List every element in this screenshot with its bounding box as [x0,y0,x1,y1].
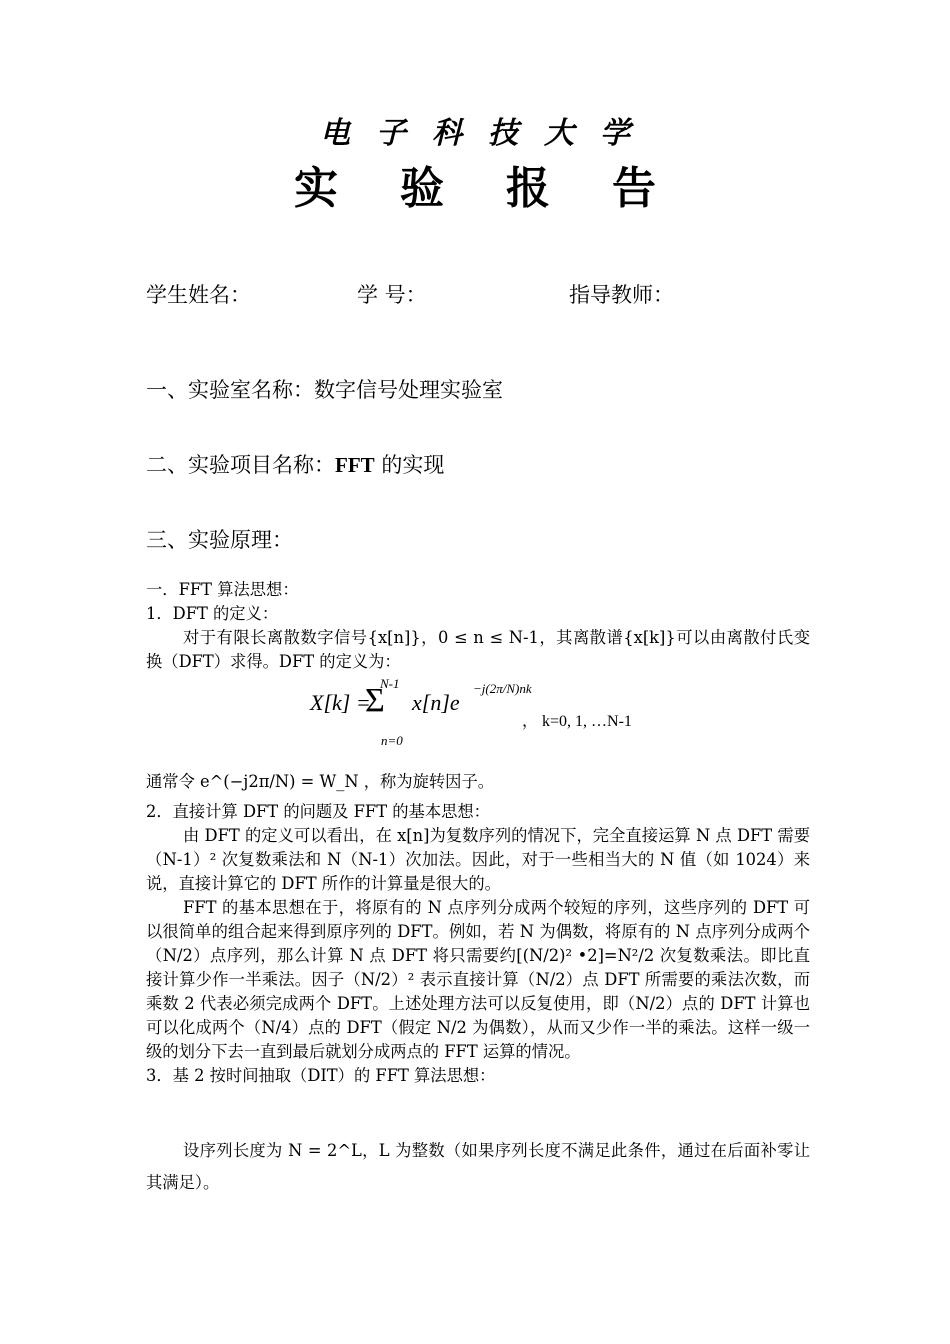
formula-lower-limit: n=0 [381,733,403,748]
paragraph-dft: 对于有限长离散数字信号{x[n]}，0 ≤ n ≤ N-1，其离散谱{x[k]}可以由离散付氏变换（DFT）求得。DFT 的定义为： [146,628,810,671]
twiddle-factor-line: 通常令 e^(−j2π/N) = W_N ，称为旋转因子。 [146,772,495,791]
formula-term: x[n]e [412,690,460,715]
student-name-label: 学生姓名： [146,283,251,307]
content-block-3 [146,1135,810,1199]
formula-lhs: X[k] = [310,690,371,715]
paragraph-fft-idea: FFT 的基本思想在于，将原有的 N 点序列分成两个较短的序列，这些序列的 DFT 可以很简单的组合起来得到原序列的 DFT。例如，若 N 为偶数，将原有的 N 点序列分成两个（N/2）点序列，那么计算 N 点 DFT 将只需要约[(N/2)² •2]=N²/2 次复数乘法。即比直接计算少作一半乘法。因子（N/2）² 表示直接计算（N/2）点 DFT 所需要的乘法次数，而乘数 2 代表必须完成两个 DFT。上述处理方法可以反复使用，即（N/2）点的 DFT 计算也可以化成两个（N/4）点的 DFT（假定 N/2 为偶数），从而又少作一半的乘法。这样一级一级的划分下去一直到最后就划分成两点的 FFT 运算的情况。 [146,898,810,1061]
section-lab-name: 一、实验室名称：数字信号处理实验室 [146,378,503,402]
formula-upper-limit: N-1 [380,676,400,691]
student-id-label: 学 号： [357,283,427,307]
paragraph-direct-dft: 由 DFT 的定义可以看出，在 x[n]为复数序列的情况下，完全直接运算 N 点 DFT 需要（N-1）² 次复数乘法和 N（N-1）次加法。因此，对于一些相当大的 N 值（如 1024）来说，直接计算它的 DFT 所作的计算量是很大的。 [146,826,810,893]
section-principle: 三、实验原理： [146,528,293,552]
section-project-name [146,449,444,479]
advisor-label: 指导教师： [569,283,674,307]
formula-k-range: ， k=0, 1, …N-1 [522,713,632,730]
report-title: 实验报告 [294,163,718,214]
formula-sigma: Σ [365,682,385,719]
paragraph-radix2: 设序列长度为 N = 2^L，L 为整数（如果序列长度不满足此条件，通过在后面补零让其满足）。 [146,1141,810,1192]
section-project-suffix: 的实现 [374,453,445,477]
section-project-bold: FFT [335,453,375,477]
heading-fft-idea: 一．FFT 算法思想： [146,580,299,599]
section-project-prefix: 二、实验项目名称： [146,453,335,477]
formula-exponent: −j(2π/N)nk [473,681,532,696]
heading-direct-dft: 2．直接计算 DFT 的问题及 FFT 的基本思想： [146,802,490,821]
content-block-2 [146,800,810,1088]
university-name: 电子科技大学 [320,116,656,151]
heading-radix2-dit: 3．基 2 按时间抽取（DIT）的 FFT 算法思想： [146,1066,496,1085]
heading-dft-definition: 1．DFT 的定义： [146,604,279,623]
content-block-1 [146,578,810,674]
